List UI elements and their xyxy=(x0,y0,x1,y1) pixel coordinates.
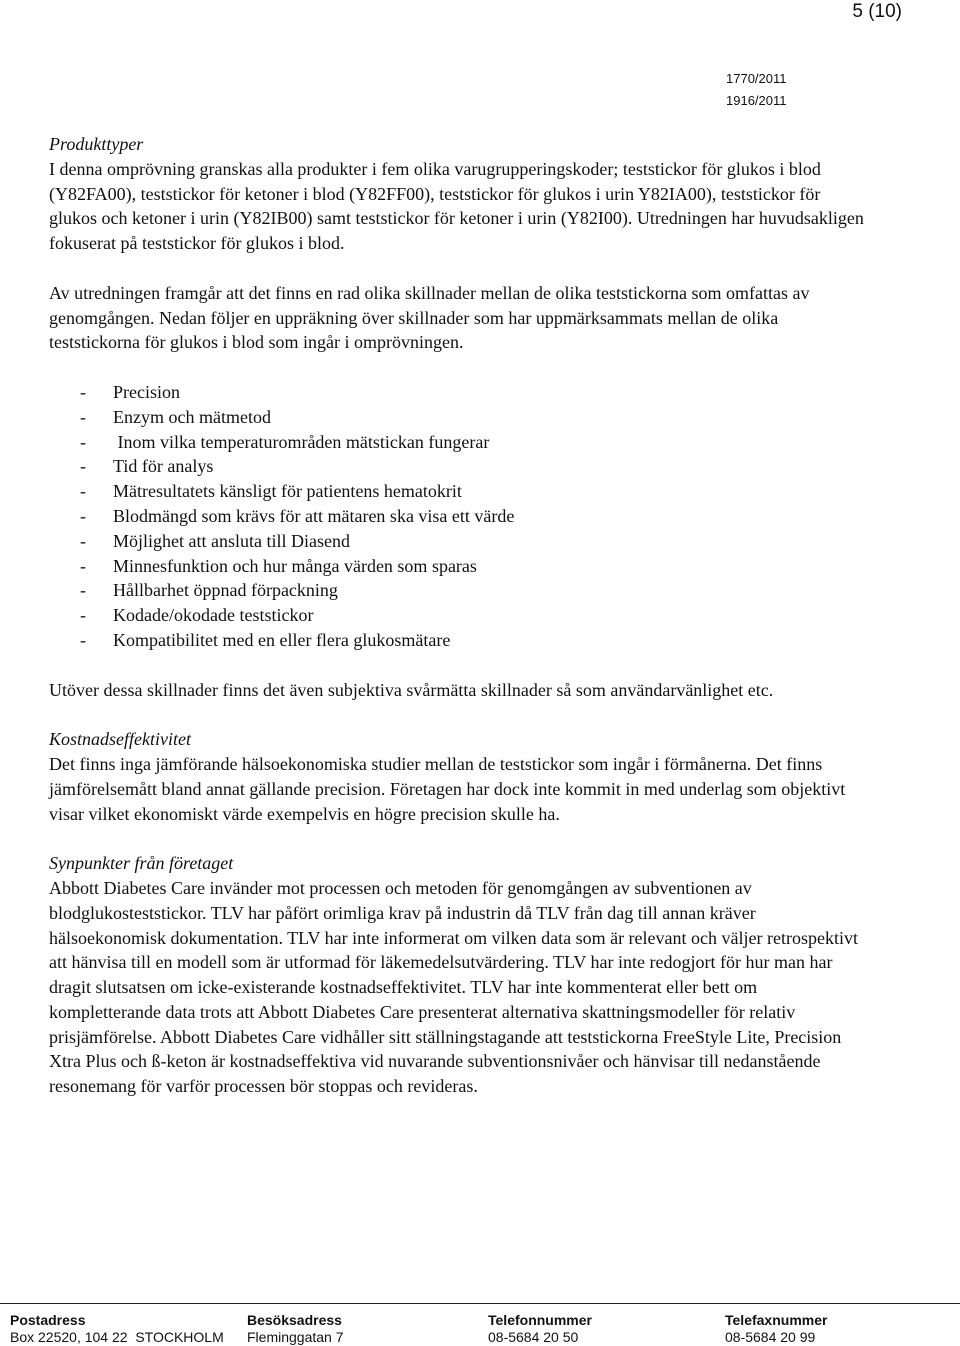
footer-label: Besöksadress xyxy=(247,1312,342,1328)
list-item: - Enzym och mätmetod xyxy=(49,405,869,430)
paragraph: Det finns inga jämförande hälsoekonomiska studier mellan de teststickor som ingår i förmånerna. Det finns jämförelsemått bland annat gällande precision. Företagen har dock inte kommit in med underlag som objektivt visar vilket ekonomiskt värde exempelvis en högre precision skulle ha. xyxy=(49,753,846,824)
list-dash: - xyxy=(80,530,86,551)
section-heading-kostnadseffektivitet: Kostnadseffektivitet xyxy=(49,729,191,750)
list-dash: - xyxy=(80,381,86,402)
list-dash: - xyxy=(80,406,86,427)
footer-value: 08-5684 20 50 xyxy=(488,1329,579,1345)
list-dash: - xyxy=(80,605,86,626)
list-item: - Kodade/okodade teststickor xyxy=(49,603,869,628)
paragraph: I denna omprövning granskas alla produkter i fem olika varugrupperingskoder; teststickor för glukos i blod (Y82FA00), teststickor för ketoner i blod (Y82FF00), teststickor för glukos i urin Y82IA00), teststickor för glukos och ketoner i urin (Y82IB00) samt teststickor för ketoner i urin (Y82I00). Utredningen har huvudsakligen fokuserat på teststickor för glukos i blod. xyxy=(49,158,864,254)
list-item: - Blodmängd som krävs för att mätaren ska visa ett värde xyxy=(49,504,869,529)
list-dash: - xyxy=(80,629,86,650)
list-item: - Mätresultatets känsligt för patientens hematokrit xyxy=(49,479,869,504)
footer-value: Fleminggatan 7 xyxy=(247,1329,344,1345)
footer-postadress xyxy=(10,1312,224,1346)
list-dash: - xyxy=(80,456,86,477)
list-dash: - xyxy=(80,580,86,601)
footer-label: Telefaxnummer xyxy=(725,1312,828,1328)
document-body xyxy=(49,132,869,1099)
section-heading-produkttyper: Produkttyper xyxy=(49,134,144,154)
list-item: - Minnesfunktion och hur många värden som sparas xyxy=(49,554,869,579)
paragraph: Av utredningen framgår att det finns en rad olika skillnader mellan de olika teststickorna som omfattas av genomgången. Nedan följer en uppräkning över skillnader som har uppmärksammats mellan de olika teststickorna för glukos i blod som ingår i omprövningen. xyxy=(49,282,810,353)
footer-label: Telefonnummer xyxy=(488,1312,592,1328)
list-dash: - xyxy=(80,431,86,452)
list-dash: - xyxy=(80,505,86,526)
footer-label: Postadress xyxy=(10,1312,86,1328)
list-item: - Möjlighet att ansluta till Diasend xyxy=(49,529,869,554)
footer-value: 08-5684 20 99 xyxy=(725,1329,816,1345)
footer-divider xyxy=(0,1303,960,1304)
footer-telefax xyxy=(725,1312,827,1346)
list-item: - Kompatibilitet med en eller flera glukosmätare xyxy=(49,628,869,653)
list-item: - Inom vilka temperaturområden mätstickan fungerar xyxy=(49,430,869,455)
list-item: - Tid för analys xyxy=(49,454,869,479)
reference-number: 1916/2011 xyxy=(726,93,787,108)
list-item: - Hållbarhet öppnad förpackning xyxy=(49,578,869,603)
footer-value: Box 22520, 104 22 STOCKHOLM xyxy=(10,1329,224,1345)
paragraph: Abbott Diabetes Care invänder mot processen och metoden för genomgången av subventionen av blodglukosteststickor. TLV har påfört orimliga krav på industrin då TLV från dag till annan kräver hälsoekonomisk dokumentation. TLV har inte informerat om vilken data som är relevant och väljer retrospektivt att hänvisa till en modell som är utformad för läkemedelsutvärdering. TLV har inte redogjort för hur man har dragit slutsatsen om icke-existerande kostnadseffektivitet. TLV har inte kommenterat eller bett om kompletterande data trots att Abbott Diabetes Care presenterat alternativa skattningsmodeller för relativ prisjämförelse. Abbott Diabetes Care vidhåller sitt ställningstagande att teststickorna FreeStyle Lite, Precision Xtra Plus och ß-keton är kostnadseffektiva vid nuvarande subventionsnivåer och hänvisar till nedanstående resonemang för varför processen bör stoppas och revideras. xyxy=(49,877,858,1097)
list-item: - Precision xyxy=(49,380,869,405)
footer-besoksadress xyxy=(247,1312,344,1346)
reference-numbers xyxy=(726,68,787,112)
reference-number: 1770/2011 xyxy=(726,71,787,86)
list-dash: - xyxy=(80,481,86,502)
section-heading-synpunkter: Synpunkter från företaget xyxy=(49,853,234,874)
differences-list xyxy=(49,380,869,653)
footer-telefon xyxy=(488,1312,592,1346)
paragraph: Utöver dessa skillnader finns det även subjektiva svårmätta skillnader så som användarvänlighet etc. xyxy=(49,679,774,700)
list-dash: - xyxy=(80,555,86,576)
page-number: 5 (10) xyxy=(852,1,902,22)
